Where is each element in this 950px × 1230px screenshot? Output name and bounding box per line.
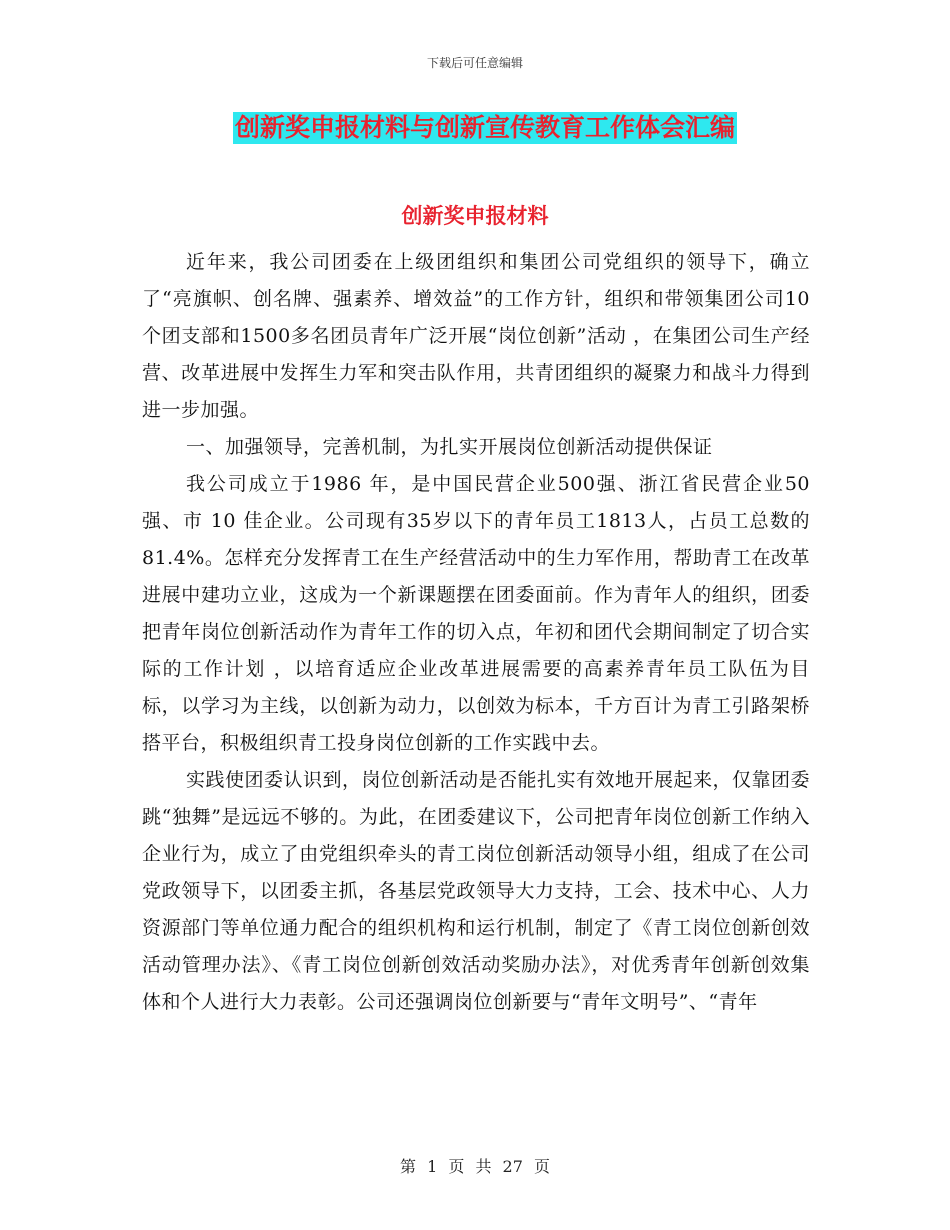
section-title: 创新奖申报材料 bbox=[401, 203, 549, 228]
paragraph-company: 我公司成立于1986 年，是中国民营企业500强、浙江省民营企业50 强、市 10 佳企业。公司现有35岁以下的青年员工1813人，占员工总数的81.4%。怎样充分发挥青工在生产经营活动中的生力军作用，帮助青工在改革进展中建功立业，这成为一个新课题摆在团委面前。作为青年人的组织，团委把青年岗位创新活动作为青年工作的切入点，年初和团代会期间制定了切合实际的工作计划 ，以培育适应企业改革进展需要的高素养青年员工队伍为目标，以学习为主线，以创新为动力，以创效为标本，千方百计为青工引路架桥搭平台，积极组织青工投身岗位创新的工作实践中去。 bbox=[142, 473, 810, 754]
paragraph-intro: 近年来，我公司团委在上级团组织和集团公司党组织的领导下，确立了“亮旗帜、创名牌、强素养、增效益”的工作方针，组织和带领集团公司10个团支部和1500多名团员青年广泛开展“岗位创新”活动 ，在集团公司生产经营、改革进展中发挥生力军和突击队作用，共青团组织的凝聚力和战斗力得到进一步加强。 bbox=[142, 251, 810, 421]
document-body bbox=[142, 244, 810, 1021]
header-note: 下载后可任意编辑 bbox=[426, 56, 523, 70]
section-heading-1: 一、加强领导，完善机制，为扎实开展岗位创新活动提供保证 bbox=[186, 436, 713, 458]
page-number: 第 1 页 共 27 页 bbox=[400, 1157, 550, 1176]
document-title: 创新奖申报材料与创新宣传教育工作体会汇编 bbox=[235, 113, 736, 142]
paragraph-practice: 实践使团委认识到，岗位创新活动是否能扎实有效地开展起来，仅靠团委跳“独舞”是远远不够的。为此，在团委建议下，公司把青年岗位创新工作纳入企业行为，成立了由党组织牵头的青工岗位创新活动领导小组，组成了在公司党政领导下，以团委主抓，各基层党政领导大力支持，工会、技术中心、人力资源部门等单位通力配合的组织机构和运行机制，制定了《青工岗位创新创效活动管理办法》、《青工岗位创新创效活动奖励办法》，对优秀青年创新创效集体和个人进行大力表彰。公司还强调岗位创新要与“青年文明号”、“青年 bbox=[142, 769, 811, 1013]
